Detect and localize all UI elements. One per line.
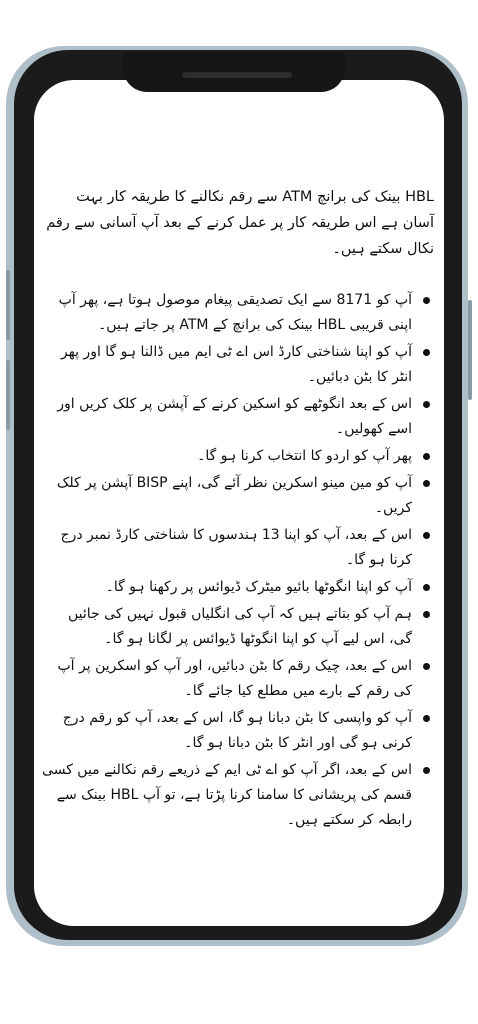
phone-screen (34, 80, 444, 926)
speaker-slot (182, 72, 292, 78)
list-item (42, 758, 436, 833)
bullet-icon (423, 349, 430, 356)
bullet-icon (423, 480, 430, 487)
list-item (42, 523, 436, 573)
step-text: اس کے بعد، اگر آپ کو اے ٹی ایم کے ذریعے رقم نکالنے میں کسی قسم کی پریشانی کا سامنا کرنا پڑتا ہے، تو آپ HBL بینک سے رابطہ کر سکتے ہیں۔ (42, 762, 412, 828)
step-text: آپ کو اپنا شناختی کارڈ اس اے ٹی ایم میں ڈالنا ہو گا اور پھر انٹر کا بٹن دبائیں۔ (60, 344, 412, 385)
volume-down-button (6, 360, 10, 430)
list-item (42, 706, 436, 756)
intro-paragraph: HBL بینک کی برانچ ATM سے رقم نکالنے کا طریقہ کار بہت آسان ہے اس طریقہ کار پر عمل کرنے کے بعد آپ آسانی سے رقم نکال سکتے ہیں۔ (46, 189, 434, 257)
step-text: آپ کو مین مینو اسکرین نظر آئے گی، اپنے BISP آپشن پر کلک کریں۔ (56, 475, 412, 516)
list-item (42, 471, 436, 521)
bullet-icon (423, 297, 430, 304)
list-item (42, 654, 436, 704)
bullet-icon (423, 401, 430, 408)
list-item (42, 288, 436, 338)
step-text: ہم آپ کو بتاتے ہیں کہ آپ کی انگلیاں قبول نہیں کی جائیں گی، اس لیے آپ کو اپنا انگوٹھا ڈیوائس پر لگانا ہو گا۔ (68, 606, 412, 647)
step-text: اس کے بعد، آپ کو اپنا 13 ہندسوں کا شناختی کارڈ نمبر درج کرنا ہو گا۔ (60, 527, 412, 568)
step-text: پھر آپ کو اردو کا انتخاب کرنا ہو گا۔ (197, 448, 412, 464)
bullet-icon (423, 663, 430, 670)
power-button (468, 300, 472, 400)
list-item (42, 575, 436, 600)
list-item (42, 392, 436, 442)
list-item (42, 444, 436, 469)
step-text: آپ کو 8171 سے ایک تصدیقی پیغام موصول ہوتا ہے، پھر آپ اپنی قریبی HBL بینک کی برانچ کے ATM پر جاتے ہیں۔ (58, 292, 412, 333)
volume-up-button (6, 270, 10, 340)
bullet-icon (423, 767, 430, 774)
steps-list (42, 288, 436, 833)
bullet-icon (423, 584, 430, 591)
bullet-icon (423, 715, 430, 722)
step-text: آپ کو اپنا انگوٹھا بائیو میٹرک ڈیوائس پر رکھنا ہو گا۔ (105, 579, 412, 595)
step-text: آپ کو واپسی کا بٹن دبانا ہو گا، اس کے بعد، آپ کو رقم درج کرنی ہو گی اور انٹر کا بٹن دبانا ہو گا۔ (62, 710, 412, 751)
bullet-icon (423, 532, 430, 539)
bullet-icon (423, 453, 430, 460)
bullet-icon (423, 611, 430, 618)
list-item (42, 602, 436, 652)
step-text: اس کے بعد انگوٹھے کو اسکین کرنے کے آپشن پر کلک کریں اور اسے کھولیں۔ (57, 396, 412, 437)
list-item (42, 340, 436, 390)
step-text: اس کے بعد، چیک رقم کا بٹن دبائیں، اور آپ کو اسکرین پر آپ کی رقم کے بارے میں مطلع کیا جائے گا۔ (57, 658, 412, 699)
article-content (42, 184, 436, 835)
